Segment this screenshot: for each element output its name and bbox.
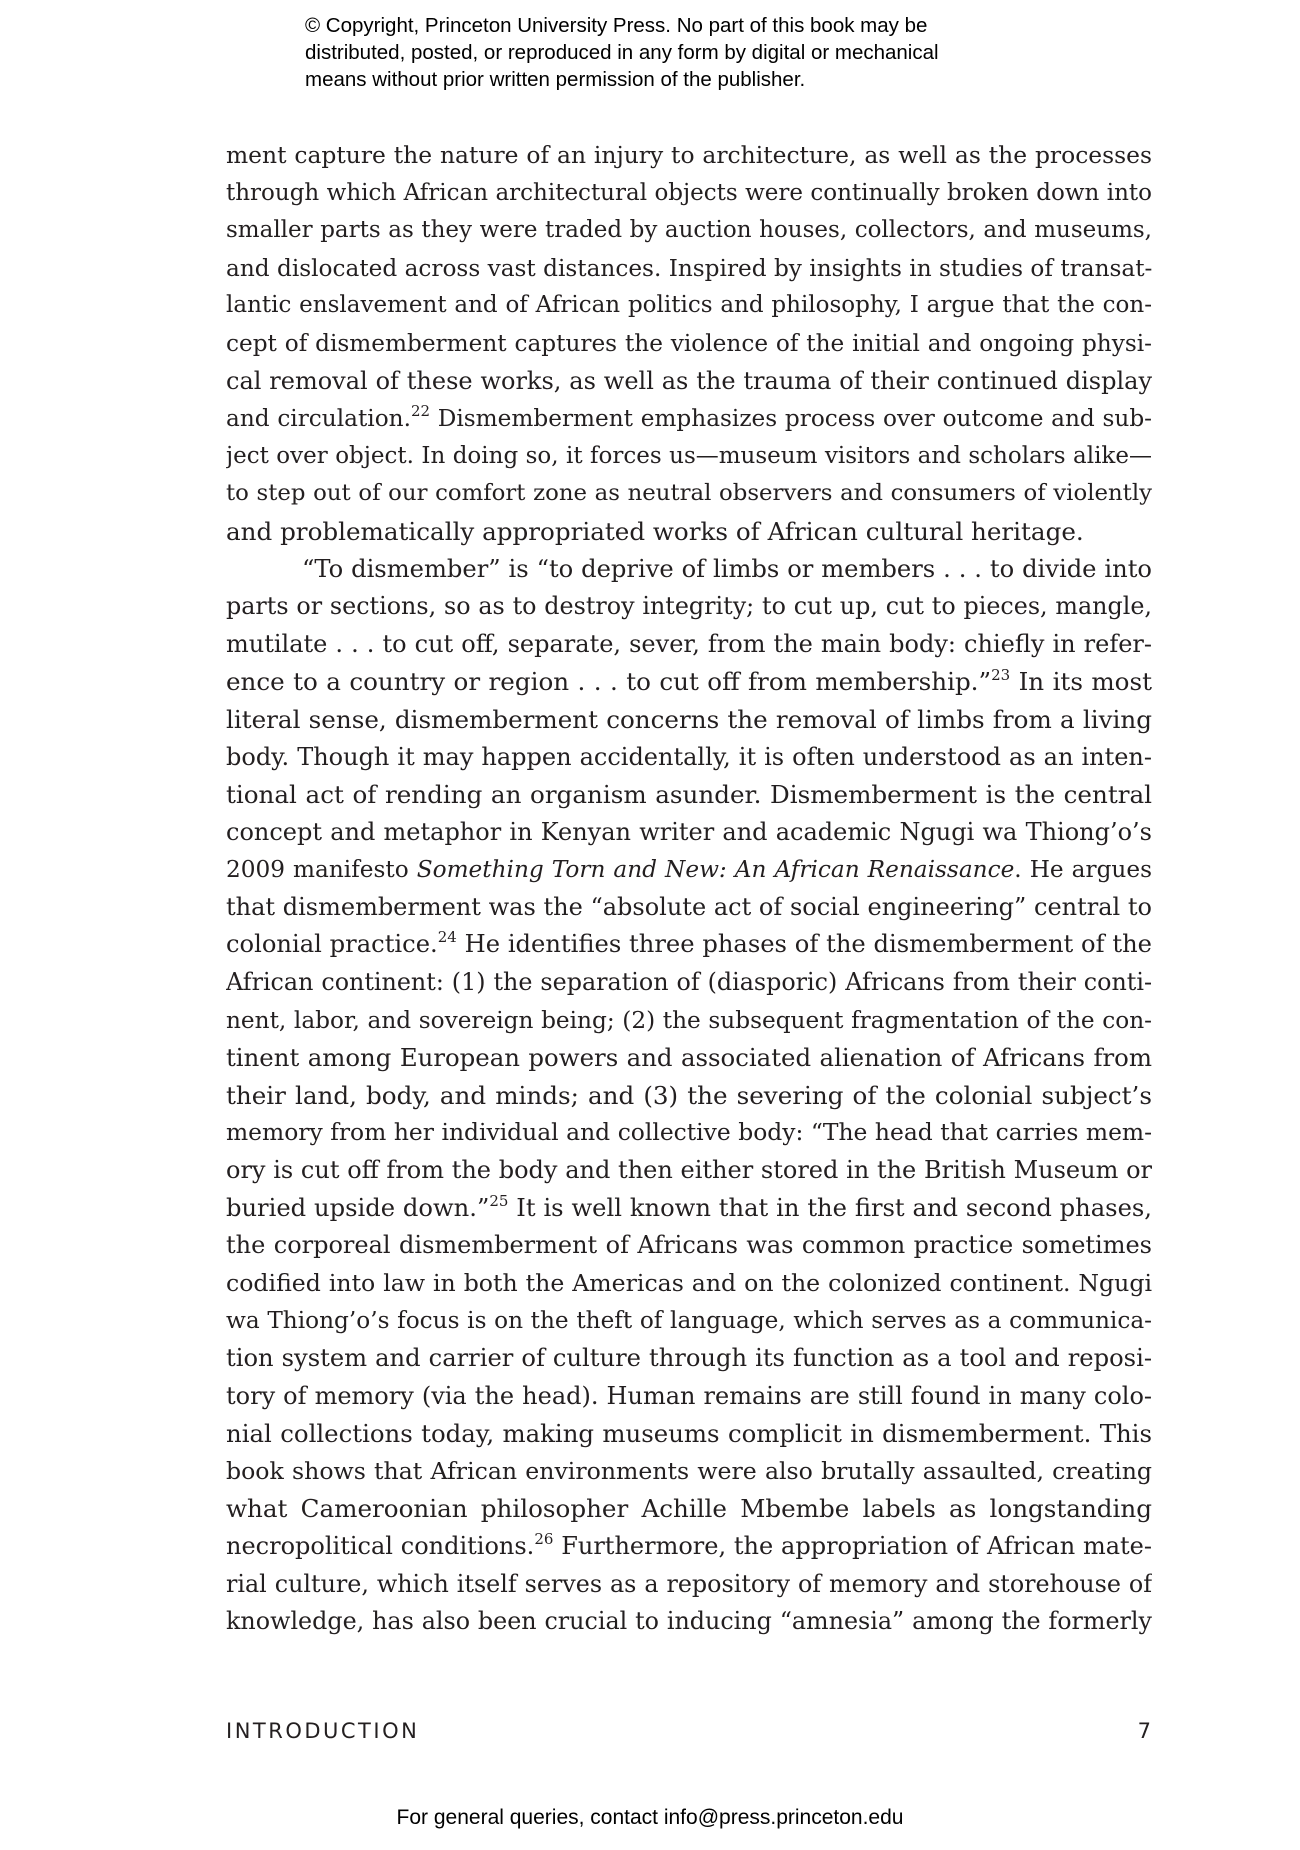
text-line: rial culture, which itself serves as a repository of memory and storehouse of <box>226 1569 1152 1598</box>
contact-footer: For general queries, contact info@press.princeton.edu <box>396 1806 904 1829</box>
text-line: mutilate . . . to cut off, separate, sever, from the main body: chiefly in refer- <box>226 629 1152 658</box>
running-footer-section: INTRODUCTION <box>226 1719 420 1743</box>
text-line: body. Though it may happen accidentally, it is often understood as an inten- <box>226 742 1152 771</box>
text-line: what Cameroonian philosopher Achille Mbembe labels as longstanding <box>226 1494 1152 1524</box>
footnote-reference: 22 <box>410 402 431 421</box>
page-number: 7 <box>1137 1719 1151 1743</box>
text-line <box>226 926 1152 964</box>
text-line: literal sense, dismemberment concerns the removal of limbs from a living <box>226 704 1152 734</box>
text-segment: ence to a country or region . . . to cut off from membership.” <box>226 667 992 697</box>
text-segment: . He argues <box>1014 856 1152 884</box>
text-line: tinent among European powers and associated alienation of Africans from <box>226 1043 1152 1073</box>
text-segment: colonial practice. <box>226 930 438 959</box>
body-text <box>226 137 1152 1641</box>
text-line <box>226 400 1152 438</box>
copyright-line: distributed, posted, or reproduced in any form by digital or mechanical <box>305 41 939 64</box>
text-line: that dismemberment was the “absolute act of social engineering” central to <box>226 892 1152 921</box>
text-segment: and circulation. <box>226 405 411 433</box>
text-line: ject over object. In doing so, it forces us—museum visitors and scholars alike— <box>226 442 1152 469</box>
text-line: nent, labor, and sovereign being; (2) the subsequent fragmentation of the con- <box>226 1006 1152 1034</box>
text-line: smaller parts as they were traded by auction houses, collectors, and museums, <box>226 217 1152 244</box>
text-line: knowledge, has also been crucial to inducing “amnesia” among the formerly <box>226 1607 1152 1636</box>
text-line: codified into law in both the Americas and on the colonized continent. Ngugi <box>226 1268 1152 1297</box>
text-segment: It is well known that in the first and second phases, <box>508 1193 1152 1222</box>
footnote-reference: 23 <box>991 666 1011 685</box>
text-line: tion system and carrier of culture through its function as a tool and reposi- <box>226 1344 1152 1372</box>
text-segment: He identifies three phases of the dismemberment of the <box>456 930 1152 959</box>
text-segment: 2009 manifesto <box>226 856 417 884</box>
text-line: cal removal of these works, as well as the trauma of their continued display <box>226 366 1152 395</box>
text-line: parts or sections, so as to destroy integrity; to cut up, cut to pieces, mangle, <box>226 592 1152 621</box>
text-line: cept of dismemberment captures the violence of the initial and ongoing physi- <box>226 329 1152 357</box>
text-line: lantic enslavement and of African politics and philosophy, I argue that the con- <box>226 292 1152 319</box>
text-line: through which African architectural objects were continually broken down into <box>226 179 1152 206</box>
footnote-reference: 26 <box>534 1529 554 1548</box>
copyright-notice <box>305 12 1065 93</box>
text-line: nial collections today, making museums complicit in dismemberment. This <box>226 1419 1152 1449</box>
text-segment: In its most <box>1010 667 1152 697</box>
text-line: African continent: (1) the separation of (diasporic) Africans from their conti- <box>226 968 1152 997</box>
text-line <box>226 1190 1152 1228</box>
text-line <box>226 663 1152 701</box>
copyright-line: means without prior written permission of the publisher. <box>305 68 806 91</box>
text-segment: Dismemberment emphasizes process over outcome and sub- <box>430 405 1152 433</box>
text-line: tory of memory (via the head). Human remains are still found in many colo- <box>226 1381 1152 1410</box>
text-line: the corporeal dismemberment of Africans was common practice sometimes <box>226 1231 1152 1260</box>
text-line: memory from her individual and collective body: “The head that carries mem- <box>226 1118 1152 1147</box>
book-title: Something Torn and New: An African Renaissance <box>416 856 1015 884</box>
text-segment: necropolitical conditions. <box>226 1531 535 1560</box>
text-line <box>226 851 1152 889</box>
text-line: “To dismember” is “to deprive of limbs or members . . . to divide into <box>302 554 1152 583</box>
footnote-reference: 24 <box>437 928 457 947</box>
text-line <box>226 1528 1152 1566</box>
copyright-line: © Copyright, Princeton University Press. No part of this book may be <box>305 14 928 37</box>
text-line: to step out of our comfort zone as neutral observers and consumers of violently <box>226 480 1152 507</box>
text-segment: Furthermore, the appropriation of African mate- <box>553 1531 1152 1560</box>
text-line: ory is cut off from the body and then either stored in the British Museum or <box>226 1156 1152 1185</box>
text-line: and dislocated across vast distances. Inspired by insights in studies of transat- <box>226 254 1152 282</box>
footnote-reference: 25 <box>489 1191 509 1210</box>
text-line: concept and metaphor in Kenyan writer and academic Ngugi wa Thiong’o’s <box>226 817 1152 846</box>
text-line: and problematically appropriated works of African cultural heritage. <box>226 516 1084 546</box>
text-line: their land, body, and minds; and (3) the severing of the colonial subject’s <box>226 1080 1152 1110</box>
text-segment: buried upside down.” <box>226 1193 490 1222</box>
text-line: tional act of rending an organism asunder. Dismemberment is the central <box>226 780 1152 810</box>
text-line: ment capture the nature of an injury to architecture, as well as the processes <box>226 141 1152 169</box>
text-line: book shows that African environments were also brutally assaulted, creating <box>226 1456 1152 1485</box>
text-line: wa Thiong’o’s focus is on the theft of language, which serves as a communica- <box>226 1307 1152 1335</box>
